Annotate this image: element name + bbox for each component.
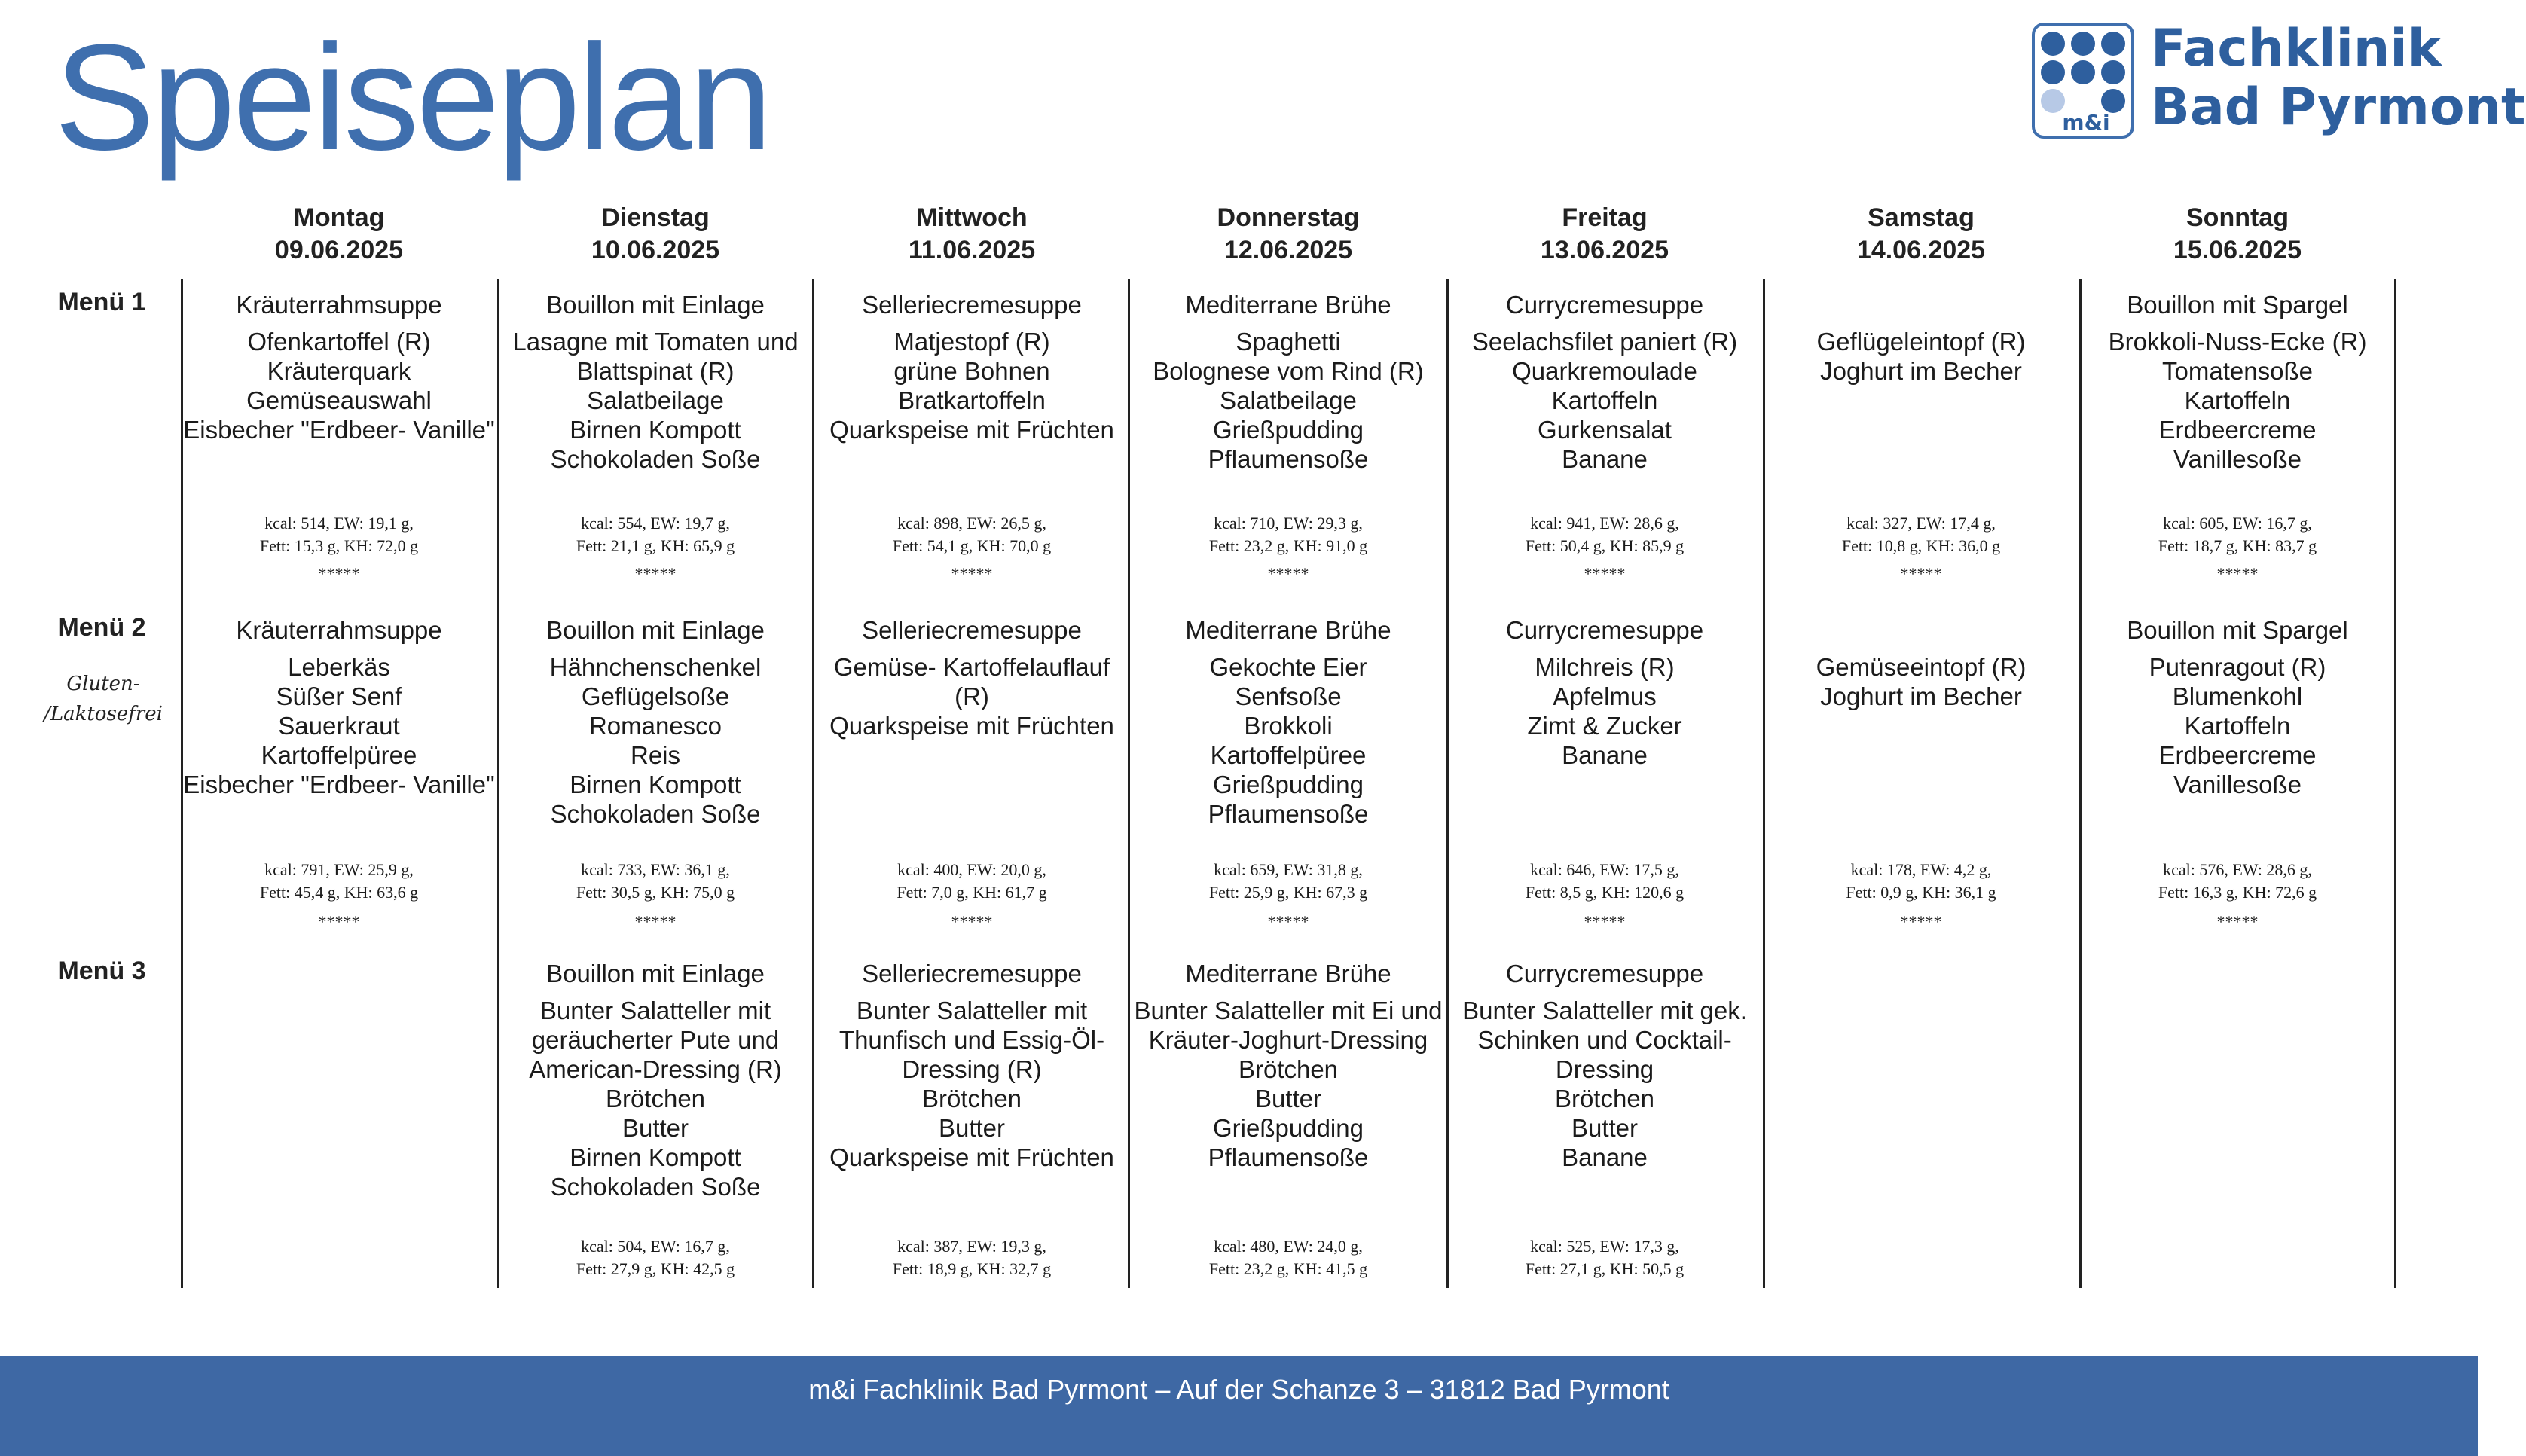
separator-stars: ***** <box>318 564 360 583</box>
soup-name: Bouillon mit Einlage <box>546 616 765 644</box>
soup-name <box>181 952 497 996</box>
dish-line: Brokkoli-Nuss-Ecke (R) <box>2108 328 2367 356</box>
dish-line: Thunfisch und Essig-Öl- <box>838 1026 1105 1054</box>
separator-stars: ***** <box>1267 912 1309 931</box>
logo-mark-text: m&i <box>2062 110 2110 135</box>
dish-line: Grießpudding <box>1213 771 1364 798</box>
menu-cell <box>1446 952 1763 1404</box>
nutrition-info <box>1446 859 1763 904</box>
soup-name: Currycremesuppe <box>1505 616 1704 644</box>
separator-stars: ***** <box>1900 912 1942 931</box>
dish-line: Sauerkraut <box>278 712 400 740</box>
dish-line: Gemüse- Kartoffelauflauf <box>833 653 1110 681</box>
dish-line: Reis <box>630 741 681 769</box>
nutrition-info <box>1130 859 1446 904</box>
day-date: 14.06.2025 <box>1856 236 1986 264</box>
soup-name: Selleriecremesuppe <box>862 291 1082 319</box>
nutrition-line: Fett: 21,1 g, KH: 65,9 g <box>576 536 735 555</box>
dish-line: Tomatensoße <box>2162 357 2313 385</box>
dish-line: Süßer Senf <box>276 682 402 710</box>
menu-cell <box>1763 952 2079 1404</box>
soup-name <box>1763 952 2079 996</box>
separator-stars: ***** <box>318 912 360 931</box>
nutrition-line: Fett: 50,4 g, KH: 85,9 g <box>1525 536 1685 555</box>
day-date: 13.06.2025 <box>1540 236 1669 264</box>
day-date: 15.06.2025 <box>2173 236 2302 264</box>
nutrition-line: kcal: 387, EW: 19,3 g, <box>897 1237 1046 1256</box>
day-header-sonntag <box>2079 202 2396 267</box>
separator-stars: ***** <box>1584 564 1626 583</box>
soup-name <box>1763 609 2079 652</box>
nutrition-info <box>814 512 1130 557</box>
dish-line: Geflügelsoße <box>581 682 730 710</box>
dish-line: Brokkoli <box>1244 712 1333 740</box>
day-name: Montag <box>293 203 385 232</box>
day-name: Donnerstag <box>1217 203 1360 232</box>
separator-stars: ***** <box>1267 564 1309 583</box>
clinic-logo <box>2030 18 2526 146</box>
dish-line: Schinken und Cocktail- <box>1477 1026 1732 1054</box>
dish-line: Blattspinat (R) <box>576 357 735 385</box>
dish-line: Vanillesoße <box>2173 445 2302 473</box>
nutrition-line: kcal: 178, EW: 4,2 g, <box>1850 860 1992 879</box>
nutrition-info <box>814 859 1130 904</box>
nutrition-line: kcal: 525, EW: 17,3 g, <box>1530 1237 1679 1256</box>
nutrition-line: kcal: 400, EW: 20,0 g, <box>897 860 1046 879</box>
dish-line: Banane <box>1562 741 1648 769</box>
dish-line: Gekochte Eier <box>1209 653 1367 681</box>
separator-stars: ***** <box>1584 912 1626 931</box>
dish-line: Kartoffeln <box>2184 712 2291 740</box>
nutrition-line: Fett: 18,7 g, KH: 83,7 g <box>2158 536 2317 555</box>
dish-line: Kräuterquark <box>267 357 411 385</box>
dish-line: Brötchen <box>1554 1085 1655 1113</box>
dish-line: Schokoladen Soße <box>550 445 761 473</box>
dish-line: Seelachsfilet paniert (R) <box>1471 328 1738 356</box>
menu-cell <box>181 952 497 1404</box>
menu-label: Menü 2 <box>57 613 146 642</box>
day-name: Sonntag <box>2186 203 2289 232</box>
nutrition-line: kcal: 514, EW: 19,1 g, <box>264 514 414 533</box>
nutrition-line: Fett: 8,5 g, KH: 120,6 g <box>1525 883 1685 902</box>
day-name: Dienstag <box>601 203 710 232</box>
soup-name: Selleriecremesuppe <box>862 960 1082 987</box>
footer-address: m&i Fachklinik Bad Pyrmont – Auf der Schanze 3 – 31812 Bad Pyrmont <box>0 1356 2478 1456</box>
dish-line: Kartoffelpüree <box>1210 741 1367 769</box>
nutrition-line: Fett: 16,3 g, KH: 72,6 g <box>2158 883 2317 902</box>
nutrition-line: kcal: 941, EW: 28,6 g, <box>1530 514 1679 533</box>
dish-line: Birnen Kompott <box>570 416 741 444</box>
nutrition-info <box>497 512 814 557</box>
dish-line: Spaghetti <box>1236 328 1341 356</box>
nutrition-info <box>181 512 497 557</box>
nutrition-line: Fett: 45,4 g, KH: 63,6 g <box>259 883 419 902</box>
dish-line: Quarkspeise mit Früchten <box>829 416 1114 444</box>
dish-line: Eisbecher "Erdbeer- Vanille" <box>183 416 495 444</box>
soup-name <box>1763 283 2079 327</box>
soup-name: Bouillon mit Einlage <box>546 960 765 987</box>
nutrition-line: kcal: 646, EW: 17,5 g, <box>1530 860 1679 879</box>
day-date: 11.06.2025 <box>908 236 1036 264</box>
dish-line: Grießpudding <box>1213 1114 1364 1142</box>
dish-line: Brötchen <box>605 1085 706 1113</box>
logo-line-2: Bad Pyrmont <box>2151 78 2526 137</box>
dish-line: Eisbecher "Erdbeer- Vanille" <box>183 771 495 798</box>
dish-line: Butter <box>622 1114 689 1142</box>
dish-line: Kräuter-Joghurt-Dressing <box>1148 1026 1428 1054</box>
dish-line: Gurkensalat <box>1538 416 1672 444</box>
dish-line: Brötchen <box>1238 1055 1339 1083</box>
nutrition-info <box>497 859 814 904</box>
dish-line: grüne Bohnen <box>893 357 1050 385</box>
day-date: 10.06.2025 <box>591 236 720 264</box>
dish-line: Grießpudding <box>1213 416 1364 444</box>
day-name: Freitag <box>1562 203 1648 232</box>
dish-line: Butter <box>938 1114 1006 1142</box>
menu-cell <box>1130 952 1446 1404</box>
dish-line: Leberkäs <box>288 653 390 681</box>
dish-line: Zimt & Zucker <box>1527 712 1682 740</box>
day-header-dienstag <box>497 202 814 267</box>
soup-name: Mediterrane Brühe <box>1185 960 1391 987</box>
dish-line: Lasagne mit Tomaten und <box>512 328 799 356</box>
dish-line: Quarkspeise mit Früchten <box>829 1143 1114 1171</box>
nutrition-line: kcal: 605, EW: 16,7 g, <box>2163 514 2312 533</box>
nutrition-line: Fett: 27,9 g, KH: 42,5 g <box>576 1259 735 1278</box>
soup-name: Bouillon mit Spargel <box>2127 291 2348 319</box>
dish-line: Senfsoße <box>1235 682 1342 710</box>
dish-line: Apfelmus <box>1553 682 1657 710</box>
dish-line: Dressing (R) <box>902 1055 1042 1083</box>
nutrition-line: kcal: 504, EW: 16,7 g, <box>581 1237 730 1256</box>
separator-stars: ***** <box>951 912 993 931</box>
nutrition-line: Fett: 25,9 g, KH: 67,3 g <box>1208 883 1368 902</box>
nutrition-line: kcal: 898, EW: 26,5 g, <box>897 514 1046 533</box>
nutrition-line: Fett: 23,2 g, KH: 41,5 g <box>1208 1259 1368 1278</box>
menu-cell <box>497 952 814 1404</box>
dish-line: Brötchen <box>921 1085 1022 1113</box>
dish-line: Salatbeilage <box>587 386 724 414</box>
dish-line: Schokoladen Soße <box>550 800 761 828</box>
dish-line: Gemüseauswahl <box>246 386 432 414</box>
day-header-donnerstag <box>1130 202 1446 267</box>
dish-line: Bunter Salatteller mit <box>539 997 771 1024</box>
nutrition-line: Fett: 10,8 g, KH: 36,0 g <box>1841 536 2001 555</box>
dish-line: Gemüseeintopf (R) <box>1816 653 2027 681</box>
dish-line: Erdbeercreme <box>2158 416 2317 444</box>
menu-label: Menü 1 <box>57 288 146 316</box>
nutrition-line: Fett: 18,9 g, KH: 32,7 g <box>892 1259 1052 1278</box>
menu-label: Menü 3 <box>57 957 146 985</box>
nutrition-line: kcal: 576, EW: 28,6 g, <box>2163 860 2312 879</box>
day-date: 09.06.2025 <box>274 236 404 264</box>
nutrition-line: kcal: 791, EW: 25,9 g, <box>264 860 414 879</box>
m-and-i-dots-logo-icon <box>2030 21 2136 142</box>
day-header-samstag <box>1763 202 2079 267</box>
separator-stars: ***** <box>634 564 677 583</box>
dish-line: Bratkartoffeln <box>898 386 1046 414</box>
dish-line: Quarkremoulade <box>1512 357 1697 385</box>
nutrition-line: Fett: 27,1 g, KH: 50,5 g <box>1525 1259 1685 1278</box>
separator-stars: ***** <box>634 912 677 931</box>
dish-line: Bunter Salatteller mit Ei und <box>1134 997 1443 1024</box>
dish-line: Geflügeleintopf (R) <box>1816 328 2026 356</box>
dish-line: Blumenkohl <box>2172 682 2303 710</box>
dish-line: Banane <box>1562 1143 1648 1171</box>
nutrition-line: kcal: 733, EW: 36,1 g, <box>581 860 730 879</box>
dish-line: Romanesco <box>588 712 722 740</box>
nutrition-info <box>2079 859 2396 904</box>
dish-line: Joghurt im Becher <box>1820 682 2022 710</box>
dish-line: Quarkspeise mit Früchten <box>829 712 1114 740</box>
page-title: Speiseplan <box>54 14 770 182</box>
dish-line: (R) <box>955 682 989 710</box>
nutrition-info <box>1446 512 1763 557</box>
dish-line: Birnen Kompott <box>570 771 741 798</box>
dish-line: Kartoffeln <box>1551 386 1658 414</box>
soup-name: Selleriecremesuppe <box>862 616 1082 644</box>
nutrition-line: Fett: 0,9 g, KH: 36,1 g <box>1846 883 1996 902</box>
dish-line: Milchreis (R) <box>1535 653 1675 681</box>
dish-line: Erdbeercreme <box>2158 741 2317 769</box>
soup-name: Bouillon mit Einlage <box>546 291 765 319</box>
dish-line: Dressing <box>1555 1055 1654 1083</box>
dish-line: Bolognese vom Rind (R) <box>1153 357 1424 385</box>
soup-name: Bouillon mit Spargel <box>2127 616 2348 644</box>
dish-line: Putenragout (R) <box>2149 653 2326 681</box>
dish-line: Bunter Salatteller mit <box>856 997 1088 1024</box>
dish-line: Joghurt im Becher <box>1820 357 2022 385</box>
dish-line: Pflaumensoße <box>1208 445 1369 473</box>
nutrition-line: kcal: 659, EW: 31,8 g, <box>1214 860 1363 879</box>
soup-name: Kräuterrahmsuppe <box>236 616 442 644</box>
nutrition-line: kcal: 554, EW: 19,7 g, <box>581 514 730 533</box>
dish-line: Hähnchenschenkel <box>549 653 762 681</box>
nutrition-info <box>1130 1235 1446 1280</box>
nutrition-line: kcal: 480, EW: 24,0 g, <box>1214 1237 1363 1256</box>
soup-name: Mediterrane Brühe <box>1185 616 1391 644</box>
dish-line: Salatbeilage <box>1220 386 1357 414</box>
day-name: Samstag <box>1868 203 1975 232</box>
dish-line: Ofenkartoffel (R) <box>247 328 431 356</box>
nutrition-info <box>1130 512 1446 557</box>
nutrition-line: Fett: 23,2 g, KH: 91,0 g <box>1208 536 1368 555</box>
nutrition-line: Fett: 54,1 g, KH: 70,0 g <box>892 536 1052 555</box>
nutrition-info <box>2079 512 2396 557</box>
nutrition-line: Fett: 7,0 g, KH: 61,7 g <box>896 883 1047 902</box>
day-header-freitag <box>1446 202 1763 267</box>
nutrition-line: Fett: 15,3 g, KH: 72,0 g <box>259 536 419 555</box>
logo-line-1: Fachklinik <box>2151 19 2442 78</box>
dish-line: Schokoladen Soße <box>550 1173 761 1201</box>
nutrition-info <box>1763 859 2079 904</box>
nutrition-info <box>181 859 497 904</box>
dish-line: Pflaumensoße <box>1208 1143 1369 1171</box>
soup-name: Currycremesuppe <box>1505 960 1704 987</box>
dish-line: geräucherter Pute und <box>531 1026 780 1054</box>
menu-cell <box>814 952 1130 1404</box>
dish-line: Kartoffelpüree <box>261 741 417 769</box>
nutrition-info <box>814 1235 1130 1280</box>
dish-line: Bunter Salatteller mit gek. <box>1462 997 1747 1024</box>
nutrition-line: kcal: 327, EW: 17,4 g, <box>1846 514 1996 533</box>
dish-line: Butter <box>1571 1114 1639 1142</box>
menu-cell <box>2079 952 2396 1404</box>
soup-name: Kräuterrahmsuppe <box>236 291 442 319</box>
nutrition-line: kcal: 710, EW: 29,3 g, <box>1214 514 1363 533</box>
day-date: 12.06.2025 <box>1223 236 1353 264</box>
nutrition-info <box>1763 512 2079 557</box>
dish-line: Banane <box>1562 445 1648 473</box>
soup-name: Currycremesuppe <box>1505 291 1704 319</box>
dish-line: American-Dressing (R) <box>529 1055 782 1083</box>
nutrition-line: Fett: 30,5 g, KH: 75,0 g <box>576 883 735 902</box>
separator-stars: ***** <box>2216 564 2259 583</box>
separator-stars: ***** <box>1900 564 1942 583</box>
separator-stars: ***** <box>951 564 993 583</box>
nutrition-info <box>497 1235 814 1280</box>
day-header-mittwoch <box>814 202 1130 267</box>
dish-line: Matjestopf (R) <box>893 328 1050 356</box>
soup-name: Mediterrane Brühe <box>1185 291 1391 319</box>
diet-note: Gluten- /Laktosefrei <box>44 673 163 725</box>
day-header-montag <box>181 202 497 267</box>
soup-name <box>2079 952 2396 996</box>
day-name: Mittwoch <box>916 203 1028 232</box>
dish-line: Vanillesoße <box>2173 771 2302 798</box>
separator-stars: ***** <box>2216 912 2259 931</box>
dish-line: Pflaumensoße <box>1208 800 1369 828</box>
nutrition-info <box>1446 1235 1763 1280</box>
dish-line: Birnen Kompott <box>570 1143 741 1171</box>
dish-line: Kartoffeln <box>2184 386 2291 414</box>
dish-line: Butter <box>1254 1085 1322 1113</box>
